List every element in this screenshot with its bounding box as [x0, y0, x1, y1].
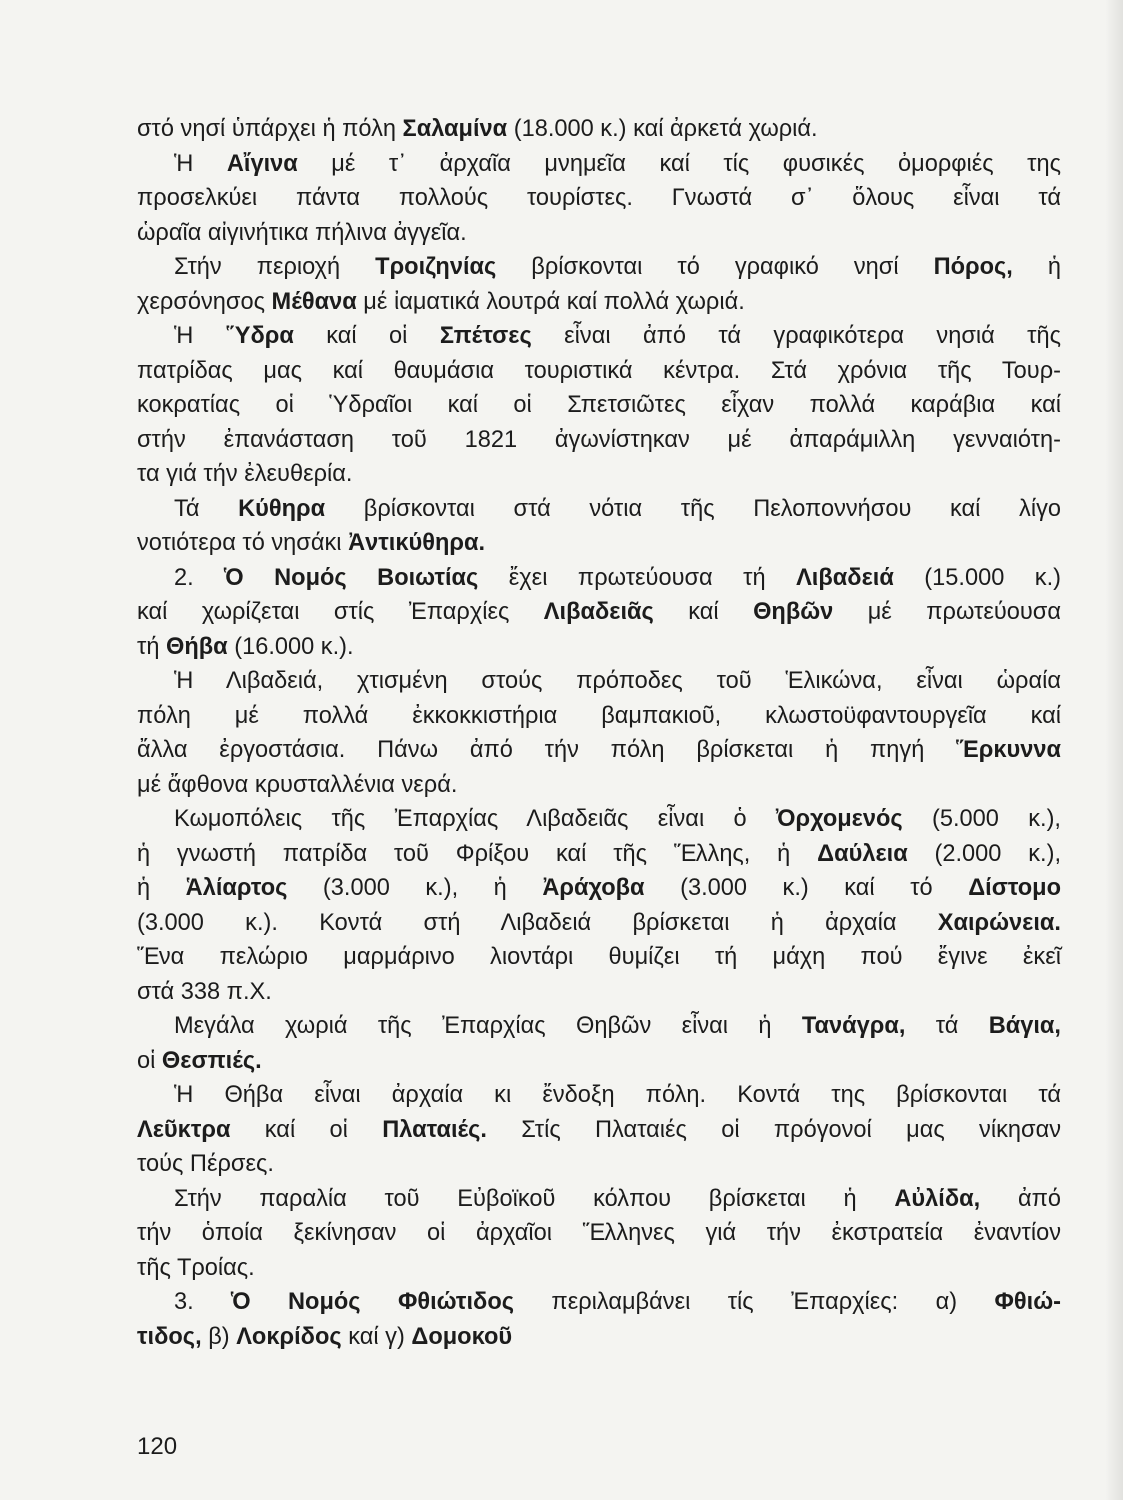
- bold-term: Σαλαμίνα: [402, 116, 508, 142]
- text-run: Ἡ: [174, 150, 227, 177]
- text-run: τήν ὁποία ξεκίνησαν οἱ ἀρχαῖοι Ἕλληνες γιά τήν ἐκστρατεία ἐναντίον: [137, 1220, 1061, 1246]
- bold-term: Τροιζηνίας: [375, 254, 497, 280]
- text-run: (5.000 κ.),: [902, 806, 1061, 832]
- text-run: Ἡ Θήβα εἶναι ἀρχαία κι ἔνδοξη πόλη. Κοντά της βρίσκονται τά: [174, 1082, 1061, 1108]
- text-line: [137, 1044, 1061, 1079]
- text-run: ἄλλα ἐργοστάσια. Πάνω ἀπό τήν πόλη βρίσκεται ἡ πηγή: [137, 737, 957, 763]
- bold-term: Ὁ Νομός Βοιωτίας: [224, 564, 479, 591]
- text-run: χερσόνησος: [137, 288, 272, 315]
- text-run: μέ ἄφθονα κρυσταλλένια νερά.: [137, 771, 458, 798]
- bold-term: Θηβῶν: [753, 599, 834, 625]
- text-run: τῆς Τροίας.: [137, 1254, 255, 1281]
- text-run: μέ πρωτεύουσα: [833, 599, 1061, 625]
- text-line: [137, 1078, 1061, 1113]
- text-run: Μεγάλα χωριά τῆς Ἐπαρχίας Θηβῶν εἶναι ἡ: [174, 1013, 802, 1039]
- text-run: πόλη μέ πολλά ἐκκοκκιστήρια βαμπακιοῦ, κλωστοϋφαντουργεῖα καί: [137, 702, 1061, 729]
- text-line: [137, 940, 1061, 975]
- text-line: [137, 837, 1061, 872]
- text-line: [137, 423, 1061, 458]
- text-line: [137, 802, 1061, 837]
- text-line: [137, 561, 1061, 596]
- text-run: στά 338 π.Χ.: [137, 978, 272, 1005]
- bold-term: Μέθανα: [271, 288, 357, 315]
- text-run: καί χωρίζεται στίς Ἐπαρχίες: [137, 599, 544, 625]
- bold-term: Δίστομο: [968, 875, 1061, 901]
- text-run: Ἕνα πελώριο μαρμάρινο λιοντάρι θυμίζει τή μάχη πού ἔγινε ἐκεῖ: [137, 944, 1061, 970]
- text-run: (3.000 κ.) καί τό: [644, 875, 969, 901]
- text-run: ὡραῖα αἰγινήτικα πήλινα ἀγγεῖα.: [137, 219, 467, 246]
- text-run: καί γ): [341, 1323, 412, 1350]
- text-run: μέ ἰαματικά λουτρά καί πολλά χωριά.: [356, 288, 745, 315]
- text-line: [137, 664, 1061, 699]
- text-run: οἱ: [137, 1047, 162, 1074]
- text-line: [137, 388, 1061, 423]
- text-line: [137, 147, 1061, 182]
- text-run: Στήν περιοχή: [174, 254, 376, 280]
- bold-term: Αἴγινα: [226, 150, 298, 177]
- bold-term: Βάγια,: [988, 1013, 1061, 1039]
- bold-term: Χαιρώνεια.: [937, 909, 1061, 936]
- text-line: [137, 1320, 1061, 1355]
- bold-term: Ἁλίαρτος: [185, 875, 288, 901]
- text-run: πατρίδας μας καί θαυμάσια τουριστικά κέντρα. Στά χρόνια τῆς Τουρ-: [137, 357, 1061, 384]
- text-line: [137, 319, 1061, 354]
- text-run: μέ τ᾽ ἀρχαῖα μνημεῖα καί τίς φυσικές ὀμορφιές της: [297, 150, 1061, 177]
- text-run: Στήν παραλία τοῦ Εὐβοϊκοῦ κόλπου βρίσκεται ἡ: [174, 1185, 895, 1212]
- bold-term: Δαύλεια: [817, 840, 908, 867]
- text-run: στήν ἐπανάσταση τοῦ 1821 ἀγωνίστηκαν μέ ἀπαράμιλλη γενναιότη-: [137, 426, 1061, 453]
- text-run: τούς Πέρσες.: [137, 1151, 274, 1177]
- bold-term: Τανάγρα,: [801, 1013, 906, 1039]
- text-line: [137, 768, 1061, 803]
- text-run: β): [201, 1323, 237, 1350]
- text-run: (3.000 κ.). Κοντά στή Λιβαδειά βρίσκεται ἡ ἀρχαία: [137, 909, 938, 936]
- text-line: [137, 526, 1061, 561]
- text-run: ἡ γνωστή πατρίδα τοῦ Φρίξου καί τῆς Ἕλλης, ἡ: [137, 840, 818, 867]
- bold-term: Λιβαδειά: [796, 564, 894, 591]
- text-run: (3.000 κ.), ἡ: [287, 875, 543, 901]
- text-run: εἶναι ἀπό τά γραφικότερα νησιά τῆς: [531, 323, 1061, 349]
- text-line: [137, 1147, 1061, 1182]
- bold-term: Λεῦκτρα: [137, 1116, 231, 1143]
- text-run: προσελκύει πάντα πολλούς τουρίστες. Γνωστά σ᾽ ὅλους εἶναι τά: [137, 185, 1061, 211]
- text-line: [137, 285, 1061, 320]
- page-number: 120: [137, 1433, 178, 1460]
- text-line: [137, 906, 1061, 941]
- text-run: τα γιά τήν ἐλευθερία.: [137, 461, 353, 487]
- text-run: (2.000 κ.),: [907, 840, 1061, 867]
- text-run: καί: [653, 599, 754, 625]
- bold-term: Λοκρίδος: [236, 1323, 342, 1350]
- text-line: [137, 630, 1061, 665]
- bold-term: Αὐλίδα,: [894, 1185, 981, 1212]
- text-run: βρίσκονται τό γραφικό νησί: [496, 254, 934, 280]
- text-run: Τά: [174, 495, 239, 522]
- text-run: (18.000 κ.) καί ἀρκετά χωριά.: [507, 116, 818, 142]
- text-run: νοτιότερα τό νησάκι: [137, 530, 349, 556]
- text-run: (16.000 κ.).: [227, 633, 354, 660]
- bold-term: Ἕρκυννα: [956, 737, 1061, 763]
- bold-term: Δομοκοῦ: [411, 1323, 513, 1350]
- text-run: τή: [137, 633, 166, 660]
- bold-term: Κύθηρα: [238, 495, 326, 522]
- bold-term: Σπέτσες: [439, 323, 532, 349]
- text-run: Ἡ Λιβαδειά, χτισμένη στούς πρόποδες τοῦ Ἑλικώνα, εἶναι ὡραία: [174, 668, 1061, 694]
- text-run: ἀπό: [980, 1185, 1061, 1212]
- text-line: [137, 492, 1061, 527]
- text-run: (15.000 κ.): [893, 564, 1061, 591]
- text-line: [137, 975, 1061, 1010]
- bold-term: Ὕδρα: [225, 323, 294, 349]
- text-line: [137, 871, 1061, 906]
- text-run: κοκρατίας οἱ Ὑδραῖοι καί οἱ Σπετσιῶτες εἶχαν πολλά καράβια καί: [137, 392, 1061, 418]
- text-line: [137, 1251, 1061, 1286]
- text-line: [137, 354, 1061, 389]
- text-run: Κωμοπόλεις τῆς Ἐπαρχίας Λιβαδειᾶς εἶναι ὁ: [174, 806, 776, 832]
- text-line: [137, 1285, 1061, 1320]
- bold-term: Φθιώ-: [994, 1289, 1061, 1315]
- text-run: ἡ: [1012, 254, 1061, 280]
- page-edge-shadow: [1105, 0, 1123, 1500]
- text-run: Ἡ: [174, 323, 226, 349]
- bold-term: τιδος,: [137, 1323, 202, 1350]
- bold-term: Ἀράχοβα: [542, 875, 645, 901]
- bold-term: Πλαταιές.: [382, 1116, 487, 1143]
- bold-term: Λιβαδειᾶς: [543, 599, 654, 625]
- text-run: καί οἱ: [230, 1116, 383, 1143]
- text-run: καί οἱ: [293, 323, 440, 349]
- text-run: περιλαμβάνει τίς Ἐπαρχίες: α): [514, 1289, 995, 1315]
- text-run: 2.: [174, 564, 225, 591]
- text-line: [137, 216, 1061, 251]
- text-run: Στίς Πλαταιές οἱ πρόγονοί μας νίκησαν: [486, 1116, 1062, 1143]
- text-line: [137, 1216, 1061, 1251]
- text-line: [137, 112, 1061, 147]
- text-line: [137, 699, 1061, 734]
- text-run: βρίσκονται στά νότια τῆς Πελοποννήσου καί λίγο: [325, 495, 1062, 522]
- text-line: [137, 181, 1061, 216]
- text-line: [137, 1113, 1061, 1148]
- text-run: ἡ: [137, 875, 186, 901]
- text-line: [137, 595, 1061, 630]
- text-line: [137, 457, 1061, 492]
- bold-term: Θεσπιές.: [161, 1047, 262, 1074]
- text-line: [137, 250, 1061, 285]
- bold-term: Ἀντικύθηρα.: [348, 530, 486, 556]
- text-line: [137, 733, 1061, 768]
- bold-term: Θήβα: [166, 633, 228, 660]
- text-run: στό νησί ὑπάρχει ἡ πόλη: [137, 116, 403, 142]
- text-run: ἔχει πρωτεύουσα τή: [478, 564, 797, 591]
- body-text: [137, 112, 1061, 1354]
- bold-term: Ὁ Νομός Φθιώτιδος: [231, 1289, 515, 1315]
- bold-term: Πόρος,: [933, 254, 1013, 280]
- text-run: 3.: [174, 1289, 232, 1315]
- text-line: [137, 1182, 1061, 1217]
- text-line: [137, 1009, 1061, 1044]
- text-run: τά: [905, 1013, 989, 1039]
- bold-term: Ὀρχομενός: [775, 806, 903, 832]
